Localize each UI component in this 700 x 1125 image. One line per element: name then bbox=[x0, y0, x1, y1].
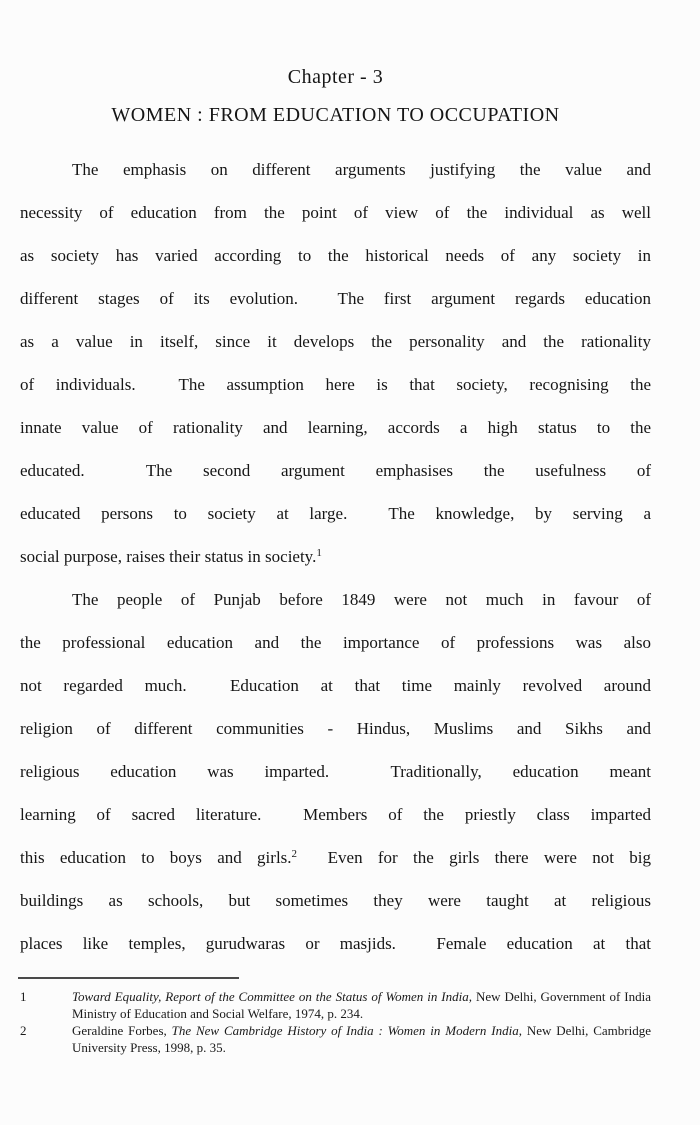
footnote-marker-1: 1 bbox=[316, 547, 322, 559]
text-line: religion of different communities - Hindus, Muslims and Sikhs and bbox=[20, 719, 651, 738]
footnote-number: 2 bbox=[20, 1023, 27, 1038]
text-line: learning of sacred literature. Members of the priestly class imparted bbox=[20, 805, 651, 824]
text-line: different stages of its evolution. The first argument regards education bbox=[20, 289, 651, 308]
footnote-italic-title: The New Cambridge History of India : Women in Modern India bbox=[171, 1023, 519, 1038]
text-segment: Even for the girls there were not big bbox=[297, 848, 651, 867]
paragraph-1 bbox=[20, 148, 651, 578]
text-line bbox=[20, 535, 651, 578]
footnote-2 bbox=[20, 1022, 651, 1056]
footnote-text bbox=[72, 1022, 651, 1056]
text-segment: , New Delhi, Cambridge University Press, 1998, p. 35. bbox=[72, 1023, 652, 1055]
footnote-marker-2: 2 bbox=[291, 848, 298, 860]
text-line: innate value of rationality and learning, accords a high status to the bbox=[20, 418, 651, 437]
text-line: buildings as schools, but sometimes they were taught at religious bbox=[20, 891, 651, 910]
page-title: WOMEN : FROM EDUCATION TO OCCUPATION bbox=[111, 104, 560, 126]
text-line: The emphasis on different arguments justifying the value and bbox=[72, 160, 651, 179]
text-line: of individuals. The assumption here is that society, recognising the bbox=[20, 375, 651, 394]
footnotes bbox=[20, 988, 651, 1056]
text-line: necessity of education from the point of view of the individual as well bbox=[20, 203, 651, 222]
text-segment: New Delhi, Government of India Ministry of Education and Social Welfare, 1974, p. 234. bbox=[72, 989, 651, 1021]
text-line: religious education was imparted. Traditionally, education meant bbox=[20, 762, 651, 781]
text-line: as a value in itself, since it develops the personality and the rationality bbox=[20, 332, 651, 351]
body-text bbox=[20, 148, 651, 965]
text-segment: social purpose, raises their status in society. bbox=[20, 547, 317, 566]
chapter-heading: Chapter - 3 bbox=[287, 66, 384, 88]
text-segment: this education to boys and girls. bbox=[20, 848, 292, 867]
text-line: educated persons to society at large. The knowledge, by serving a bbox=[20, 504, 651, 523]
text-line: the professional education and the importance of professions was also bbox=[20, 633, 651, 652]
text-line: as society has varied according to the historical needs of any society in bbox=[20, 246, 651, 265]
text-line: educated. The second argument emphasises the usefulness of bbox=[20, 461, 651, 480]
footnote-separator-rule bbox=[18, 977, 239, 979]
footnote-italic-title: Toward Equality, Report of the Committee on the Status of Women in India, bbox=[72, 989, 472, 1004]
text-line: not regarded much. Education at that time mainly revolved around bbox=[20, 676, 651, 695]
text-line: The people of Punjab before 1849 were not much in favour of bbox=[72, 590, 651, 609]
text-segment: Geraldine Forbes, bbox=[72, 1023, 172, 1038]
footnote-text bbox=[72, 988, 651, 1022]
footnote-1 bbox=[20, 988, 651, 1022]
text-line: places like temples, gurudwaras or masjids. Female education at that bbox=[20, 934, 651, 953]
text-line bbox=[20, 836, 651, 879]
footnote-number: 1 bbox=[20, 989, 27, 1004]
paragraph-2 bbox=[20, 578, 651, 965]
